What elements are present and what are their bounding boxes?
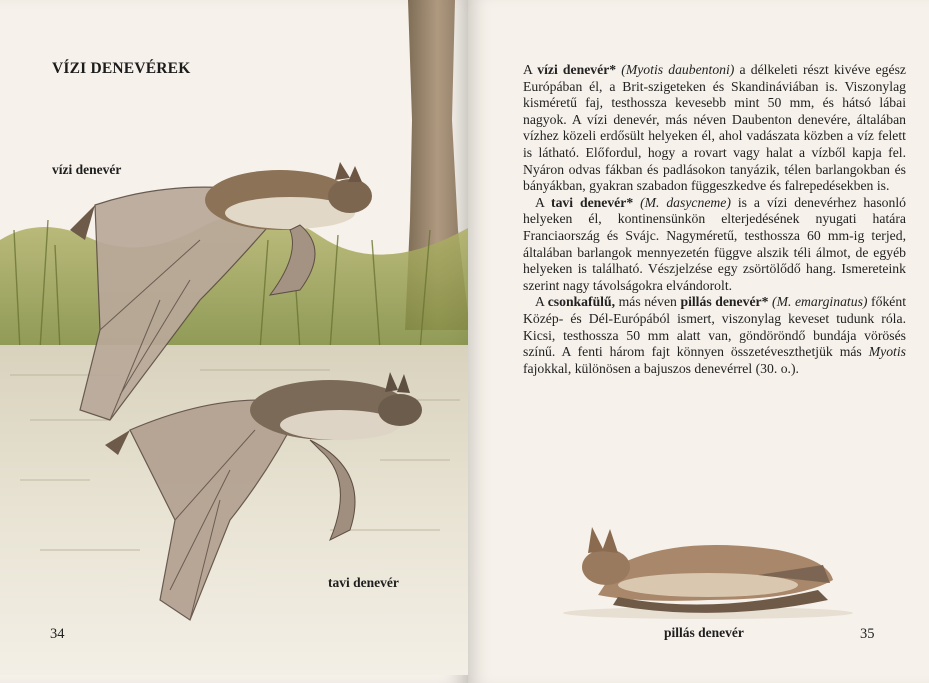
- caption-geoffroys-bat: pillás denevér: [664, 625, 744, 640]
- caption-pond-bat: tavi denevér: [328, 575, 399, 590]
- caption-daubentons-bat: vízi denevér: [52, 162, 122, 177]
- page-number-right: 35: [860, 626, 875, 642]
- right-page: [468, 0, 929, 683]
- geoffroys-bat-illustration: [558, 505, 858, 620]
- paragraph-pond-bat: A tavi denevér* (M. dasycneme) is a vízi denevérhez hasonló helyeken él, kontinensünkön elterjedésének nyugati határa Franciaország és Svájc. Nagyméretű, testhossza 60 mm-ig terjed, általában barlangok mennyezetén függve alszik téli álmot, de egyéb helyeken is található. Vészjelzése egy zsörtölődő hang. Ismereteink szerint nagy távolságokra elvándorolt.: [523, 194, 907, 293]
- page-number-left: 34: [50, 626, 65, 642]
- paragraph-geoffroys-bat: A csonkafülű, más néven pillás denevér* (M. emarginatus) főként Közép- és Dél-Európából ismert, viszonylag keveset tudunk róla. Kicsi, testhossza 50 mm alatt van, göndöröndő bundája vörösés színű. A fenti három fajt könnyen összetéveszthetjük más Myotis fajokkal, különösen a bajuszos denevérrel (30. o.).: [523, 294, 907, 376]
- paragraph-daubentons-bat: A vízi denevér* (Myotis daubentoni) a délkeleti részt kivéve egész Európában él, a Brit-szigeteken és Skandináviában is. Viszonylag kisméretű faj, testhossza kevesebb mint 50 mm, és hátsó lábai nagyok. A vízi denevér, más néven Daubenton denevére, általában vízhez közeli erdősült helyeken él, ahol vadászata közben a víz felett is látható. Előfordul, hogy a rovart vagy halat a vízből kapja fel. Nyáron odvas fákban és padlásokon tanyázik, télen barlangokban és bányákban, gyakran szabadon függeszkedve és falrepedésekben is.: [523, 62, 906, 194]
- body-text: [523, 62, 906, 377]
- section-title: VÍZI DENEVÉREK: [52, 60, 191, 77]
